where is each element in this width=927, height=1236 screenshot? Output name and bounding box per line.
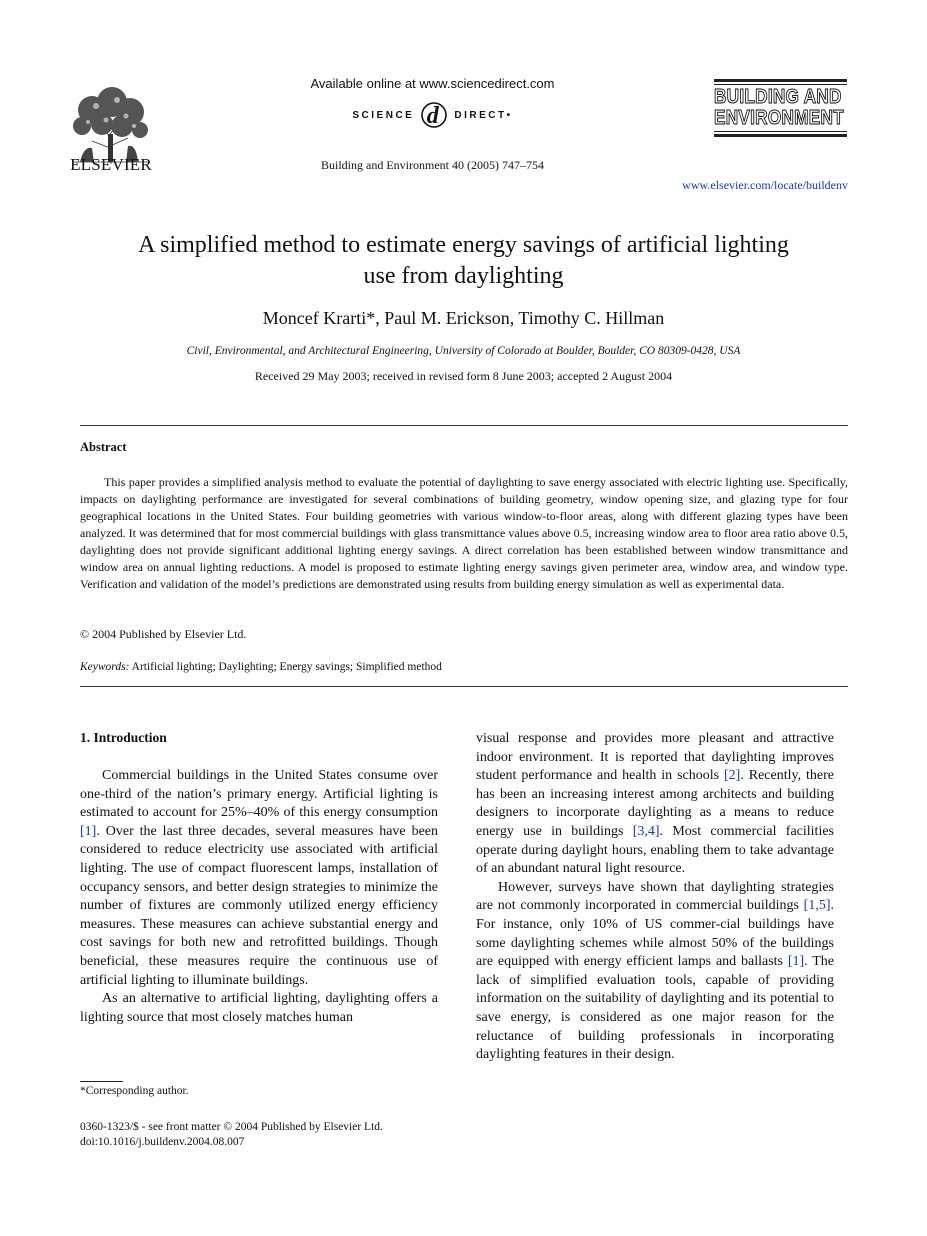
journal-url-link[interactable]: www.elsevier.com/locate/buildenv	[682, 178, 848, 192]
journal-logo	[714, 77, 847, 139]
paragraph: However, surveys have shown that daylighting strategies are not commonly incorporated in commercial buildings [1,5]. For instance, only 10% of US commer-cial buildings have some daylighting schemes while almost 50% of the buildings are equipped with energy efficient lamps and ballasts [1]. The lack of simplified evaluation tools, capable of providing information on the suitability of daylighting and its potential to save energy, is considered as one major reason for the reluctance of building professionals in incorporating daylighting features in their design.	[476, 879, 835, 1063]
available-online-text: Available online at www.sciencedirect.com	[310, 76, 555, 91]
journal-logo-line1: BUILDING AND	[714, 86, 842, 108]
keywords-list: Artificial lighting; Daylighting; Energy savings; Simplified method	[131, 661, 442, 673]
issn-line: 0360-1323/$ - see front matter © 2004 Published by Elsevier Ltd.	[80, 1121, 383, 1133]
paragraph: Commercial buildings in the United States consume over one-third of the nation’s primary energy. Artificial lighting is estimated to account for 25%–40% of this energy consumption [1]. Over the last three decades, several measures have been considered to reduce electricity use associated with artificial lighting. The use of compact fluorescent lamps, installation of occupancy sensors, and better design strategies to minimize the number of fixtures are commonly utilized energy efficiency measures. These measures can achieve substantial energy and cost savings for both new and retrofitted buildings. Though beneficial, these measures require the continuous use of artificial lighting to illuminate buildings.	[80, 768, 438, 988]
keywords-label: Keywords:	[80, 661, 130, 673]
affiliation: Civil, Environmental, and Architectural Engineering, University of Colorado at Boulder, Boulder, CO 80309-0428, USA	[186, 345, 741, 357]
abstract-heading: Abstract	[80, 440, 127, 454]
abstract-copyright: © 2004 Published by Elsevier Ltd.	[80, 627, 247, 641]
sciencedirect-logo	[250, 98, 615, 132]
citation-link[interactable]: [1,5]	[803, 898, 831, 914]
sd-right-text: DIRECT•	[454, 109, 513, 121]
publisher-name: ELSEVIER	[70, 155, 152, 174]
citation-link[interactable]: [1]	[80, 823, 97, 839]
divider-bottom	[80, 686, 848, 687]
divider-top	[80, 425, 848, 426]
corresponding-author-note: *Corresponding author.	[80, 1085, 189, 1097]
sciencedirect-d-icon	[420, 100, 448, 130]
paragraph: visual response and provides more pleasant and attractive indoor environment. It is reported that daylighting improves student performance and health in schools [2]. Recently, there has been an increasing interest among architects and building designers to incorporate daylighting as a means to reduce energy use in buildings [3,4]. Most commercial facilities operate during daylight hours, enabling them to take advantage of an abundant natural light resource.	[476, 731, 834, 877]
body-column-left	[80, 767, 438, 1027]
citation-link[interactable]: [2]	[724, 768, 741, 784]
journal-reference: Building and Environment 40 (2005) 747–754	[321, 158, 544, 172]
doi-line: doi:10.1016/j.buildenv.2004.08.007	[80, 1136, 245, 1148]
svg-text:d: d	[427, 103, 442, 129]
author-list: Moncef Krarti*, Paul M. Erickson, Timothy C. Hillman	[262, 308, 665, 328]
section-heading: 1. Introduction	[80, 730, 167, 745]
journal-logo-line2: ENVIRONMENT	[714, 107, 844, 129]
keywords	[80, 661, 442, 673]
paper-title: A simplified method to estimate energy savings of artificial lighting use from daylighting	[138, 232, 789, 289]
paragraph: As an alternative to artificial lighting, daylighting offers a lighting source that most closely matches human	[80, 991, 438, 1025]
citation-link[interactable]: [1]	[787, 954, 805, 970]
body-column-right	[476, 730, 834, 1065]
footnote-rule	[80, 1081, 123, 1082]
sd-left-text: SCIENCE	[352, 109, 415, 121]
received-dates: Received 29 May 2003; received in revised form 8 June 2003; accepted 2 August 2004	[254, 369, 673, 383]
citation-link[interactable]: [3,4]	[632, 823, 660, 839]
issn-doi	[80, 1120, 383, 1150]
abstract-text: This paper provides a simplified analysis method to evaluate the potential of daylighting to save energy associated with electric lighting use. Specifically, impacts on daylighting performance are investigated for several combinations of building geometry, window opening size, and glazing type for four geographical locations in the United States. Four building geometries with various window-to-floor areas, along with different glazing types have been analyzed. It was determined that for most commercial buildings with glass transmittance values above 0.5, increasing window area to floor area ratio above 0.5, daylighting does not provide significant additional lighting energy savings. A direct correlation has been established between window transmittance and window area on annual lighting reductions. A model is proposed to estimate lighting energy savings given perimeter area, window area, and window type. Verification and validation of the model’s predictions are demonstrated using results from building energy simulation as well as experimental data.	[80, 475, 848, 591]
